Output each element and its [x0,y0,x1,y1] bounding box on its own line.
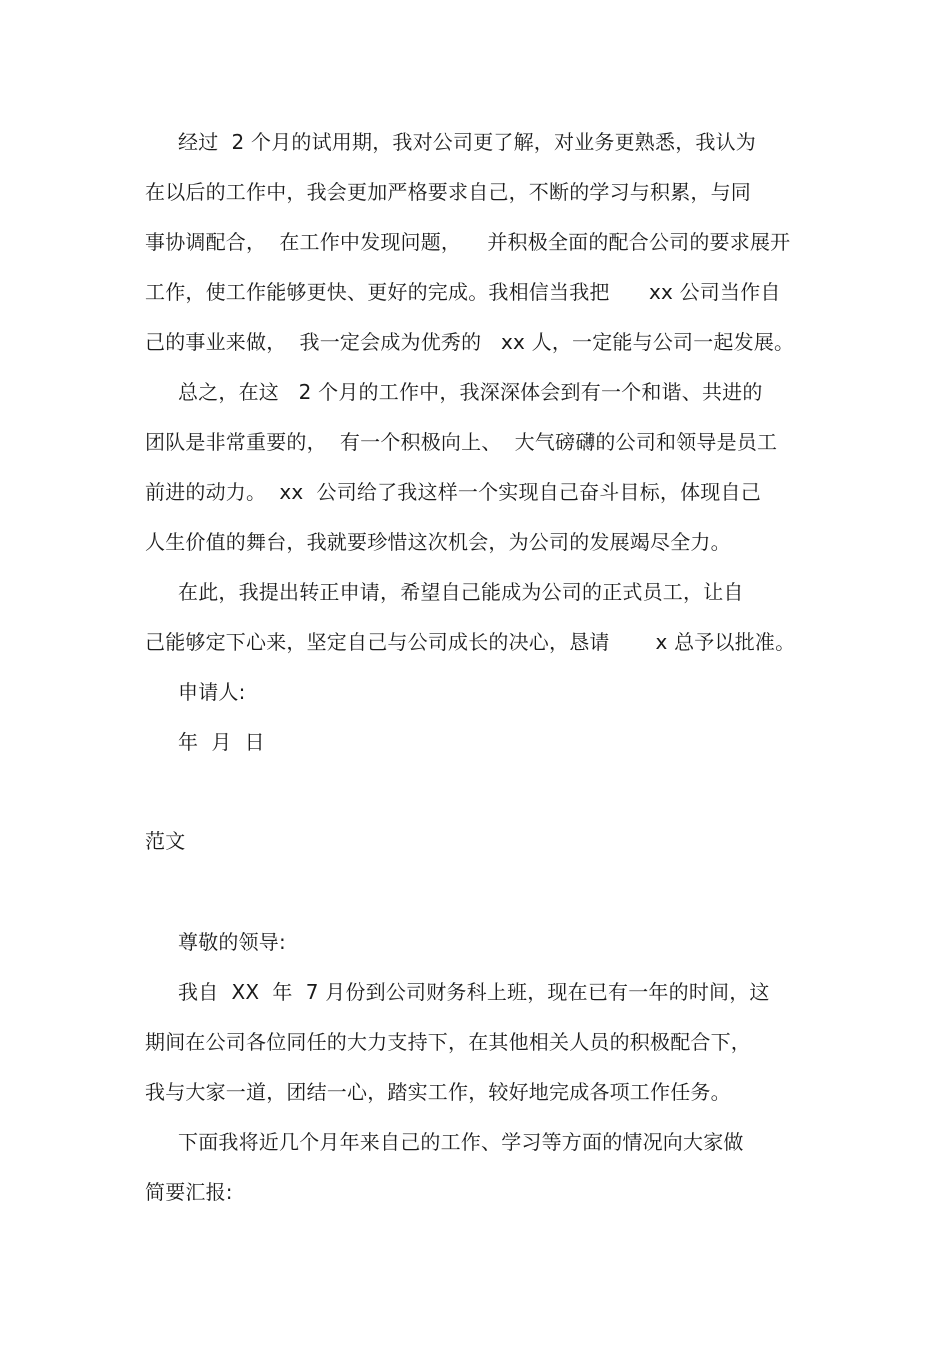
paragraph-line: 我与大家一道，团结一心，踏实工作，较好地完成各项工作任务。 [145,1080,731,1104]
paragraph-line: 在以后的工作中，我会更加严格要求自己，不断的学习与积累，与同 [145,180,751,204]
section-heading: 范文 [145,829,186,853]
paragraph-line: 在此，我提出转正申请，希望自己能成为公司的正式员工，让自 [178,580,744,604]
paragraph-line: 团队是非常重要的， 有一个积极向上、 大气磅礴的公司和领导是员工 [145,430,778,454]
paragraph-line: 己能够定下心来，坚定自己与公司成长的决心，恳请 x 总予以批准。 [145,630,796,654]
paragraph-line: 总之，在这 2 个月的工作中，我深深体会到有一个和谐、共进的 [178,380,763,404]
paragraph-line: 下面我将近几个月年来自己的工作、学习等方面的情况向大家做 [178,1130,744,1154]
paragraph-line: 我自 XX 年 7 月份到公司财务科上班，现在已有一年的时间，这 [178,980,770,1004]
paragraph-line: 前进的动力。 xx 公司给了我这样一个实现自己奋斗目标，体现自己 [145,480,761,504]
paragraph-line: 经过 2 个月的试用期，我对公司更了解，对业务更熟悉，我认为 [178,130,756,154]
paragraph-line: 事协调配合， 在工作中发现问题， 并积极全面的配合公司的要求展开 [145,230,791,254]
paragraph-line: 人生价值的舞台，我就要珍惜这次机会，为公司的发展竭尽全力。 [145,530,731,554]
salutation: 尊敬的领导: [178,930,286,954]
date-label: 年 月 日 [178,730,265,754]
paragraph-line: 期间在公司各位同任的大力支持下，在其他相关人员的积极配合下， [145,1030,751,1054]
paragraph-line: 简要汇报: [145,1180,233,1204]
signature-label: 申请人: [178,680,246,704]
paragraph-line: 己的事业来做， 我一定会成为优秀的 xx 人，一定能与公司一起发展。 [145,330,795,354]
paragraph-line: 工作，使工作能够更快、更好的完成。我相信当我把 xx 公司当作自 [145,280,781,304]
